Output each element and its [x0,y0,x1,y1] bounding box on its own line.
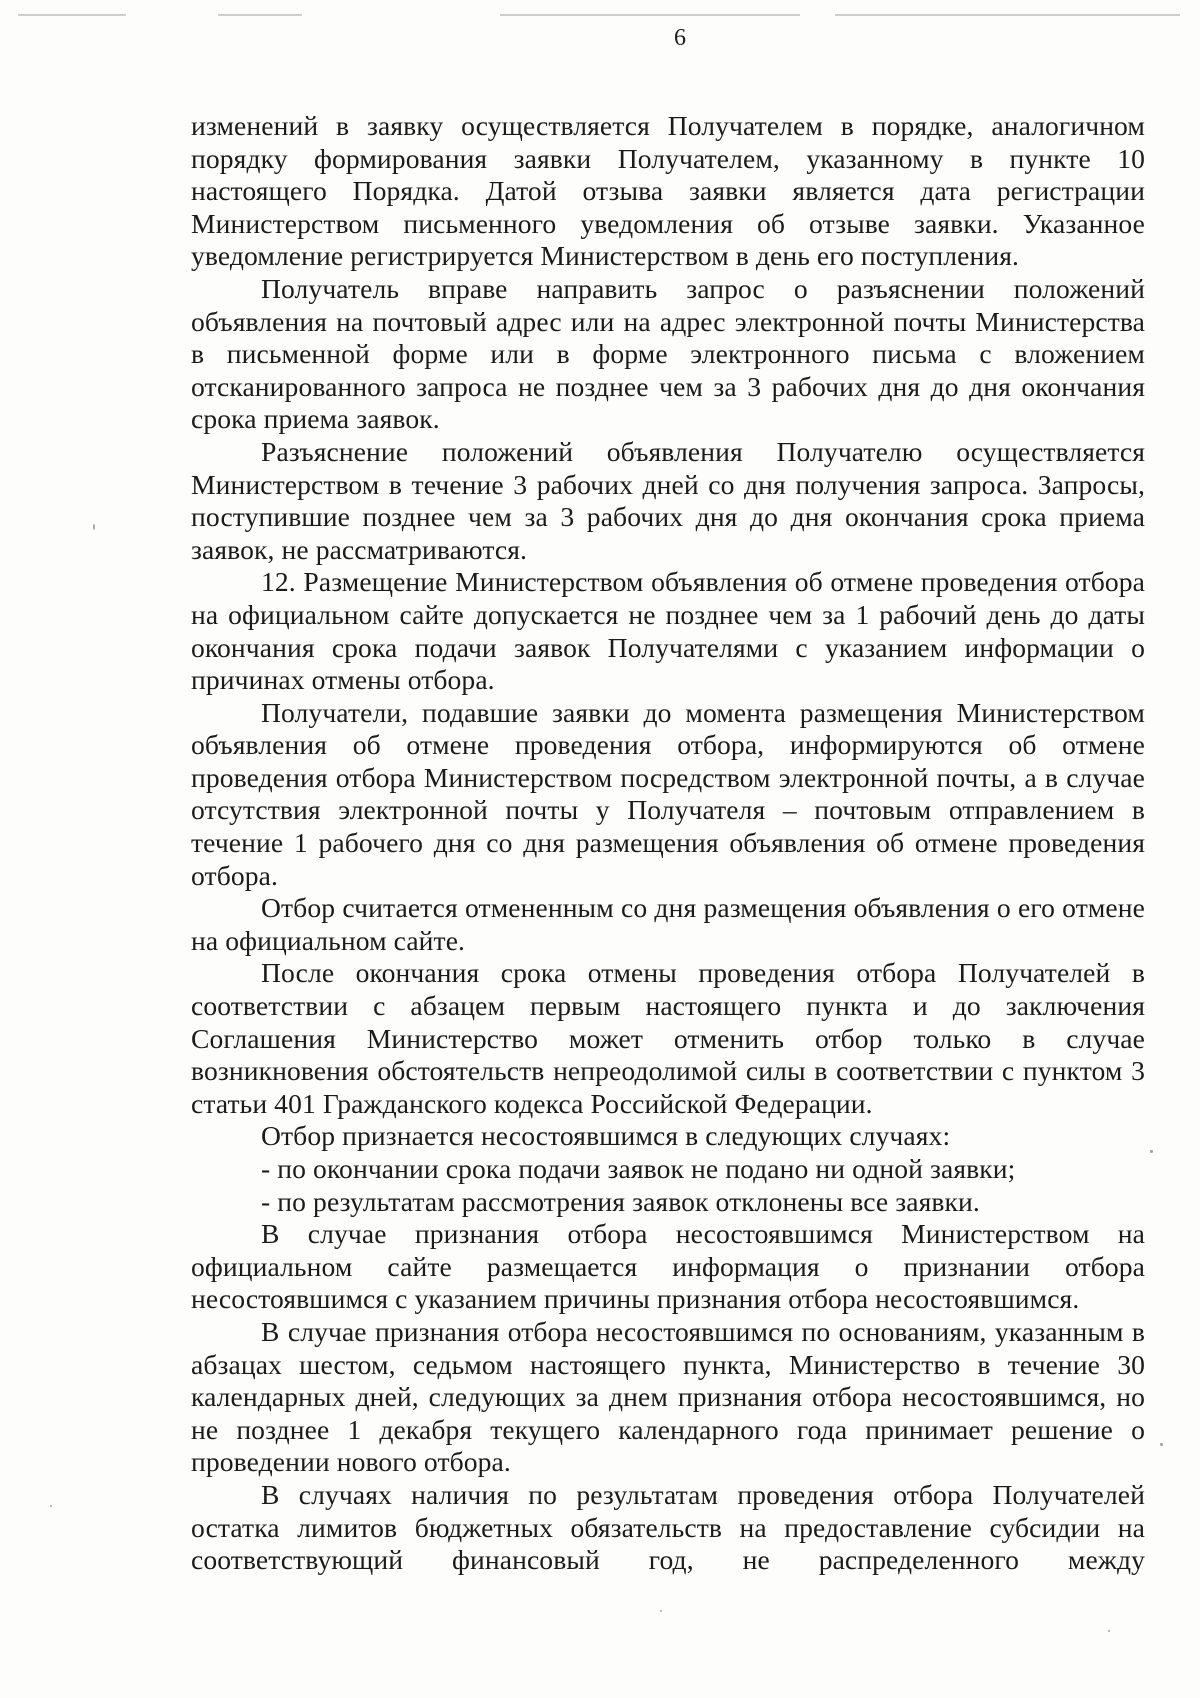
document-body [191,110,1145,1577]
scan-speck [93,524,95,530]
paragraph: 12. Размещение Министерством объявления об отмене проведения отбора на официальном сайте допускается не позднее чем за 1 рабочий день до даты окончания срока подачи заявок Получателями с указанием информации о причинах отмены отбора. [191,566,1145,696]
scan-artifact-line [835,14,1180,16]
list-item: - по окончании срока подачи заявок не подано ни одной заявки; [261,1153,1016,1184]
paragraph: Отбор считается отмененным со дня размещения объявления о его отмене на официальном сайте. [191,892,1145,956]
paragraph: изменений в заявку осуществляется Получателем в порядке, аналогичном порядку формирования заявки Получателем, указанному в пункте 10 настоящего Порядка. Датой отзыва заявки является дата регистрации Министерством письменного уведомления об отзыве заявки. Указанное уведомление регистрируется Министерством в день его поступления. [191,110,1145,272]
scan-artifact-line [500,14,800,16]
scan-speck [1160,1443,1163,1446]
scan-artifact-line [18,14,126,16]
scan-speck [1108,1630,1110,1632]
paragraph: Разъяснение положений объявления Получателю осуществляется Министерством в течение 3 рабочих дней со дня получения запроса. Запросы, поступившие позднее чем за 3 рабочих дня до дня окончания срока приема заявок, не рассматриваются. [191,435,1145,565]
page-number: 6 [674,25,686,51]
paragraph: Отбор признается несостоявшимся в следующих случаях: [261,1120,951,1152]
list-item: - по результатам рассмотрения заявок отклонены все заявки. [261,1185,980,1217]
paragraph: После окончания срока отмены проведения отбора Получателей в соответствии с абзацем первым настоящего пункта и до заключения Соглашения Министерство может отменить отбор только в случае возникновения обстоятельств непреодолимой силы в соответствии с пунктом 3 статьи 401 Гражданского кодекса Российской Федерации. [191,957,1145,1119]
paragraph: Получатели, подавшие заявки до момента размещения Министерством объявления об отмене проведения отбора, информируются об отмене проведения отбора Министерством посредством электронной почты, а в случае отсутствия электронной почты у Получателя – почтовым отправлением в течение 1 рабочего дня со дня размещения объявления об отмене проведения отбора. [191,696,1145,891]
paragraph: В случае признания отбора несостоявшимся Министерством на официальном сайте размещается информация о признании отбора несостоявшимся с указанием причины признания отбора несостоявшимся. [191,1218,1145,1315]
paragraph: В случае признания отбора несостоявшимся по основаниям, указанным в абзацах шестом, седьмом настоящего пункта, Министерство в течение 30 календарных дней, следующих за днем признания отбора несостоявшимся, но не позднее 1 декабря текущего календарного года принимает решение о проведении нового отбора. [191,1315,1145,1478]
scan-speck [50,1505,52,1507]
paragraph: В случаях наличия по результатам проведения отбора Получателей остатка лимитов бюджетных обязательств на предоставление субсидии на соответствующий финансовый год, не распределенного между [191,1478,1145,1576]
paragraph: Получатель вправе направить запрос о разъяснении положений объявления на почтовый адрес или на адрес электронной почты Министерства в письменной форме или в форме электронного письма с вложением отсканированного запроса не позднее чем за 3 рабочих дня до дня окончания срока приема заявок. [191,272,1145,435]
scan-speck [660,1610,662,1612]
scan-artifact-line [218,14,302,16]
scan-speck [1150,1150,1153,1153]
